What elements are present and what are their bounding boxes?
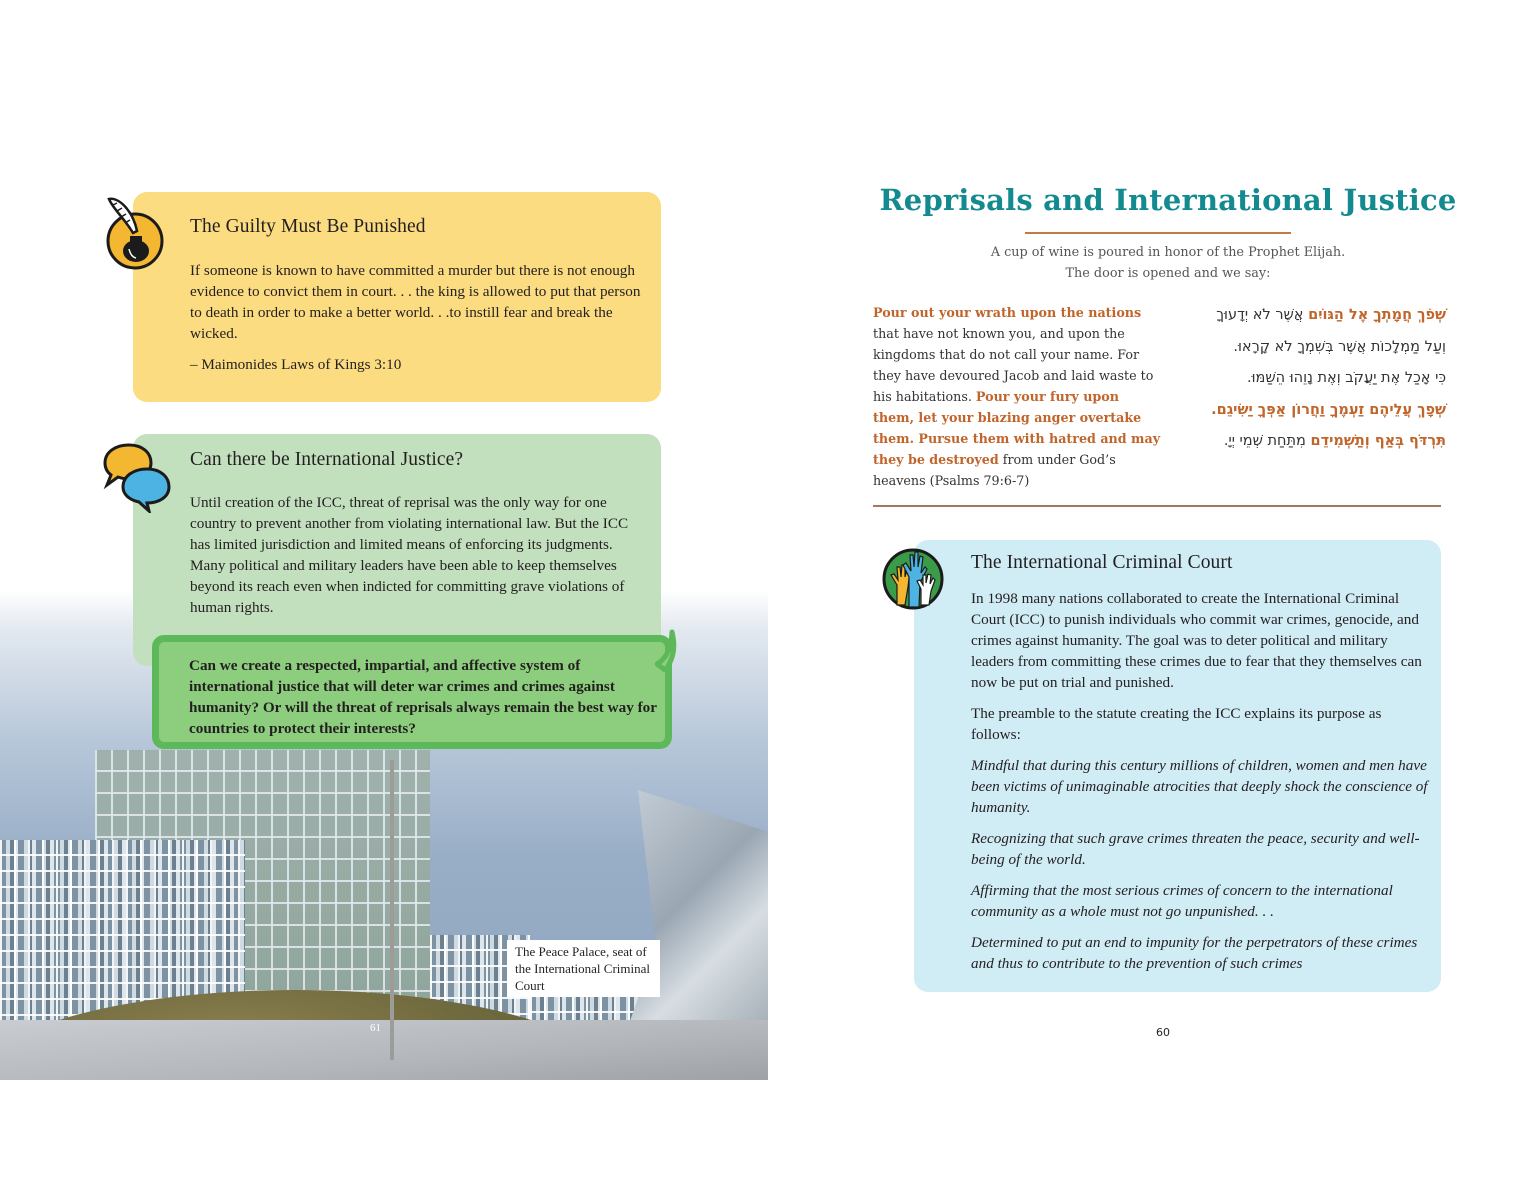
verse-highlight: Pour your fury upon them, let your blazing anger overtake them. Pursue them with hatred and may they be destroyed [873, 389, 1161, 467]
discussion-question-text: Can we create a respected, impartial, and affective system of international justice that will deter war crimes and crimes against humanity? Or will the threat of reprisals always remain the best way for countries to protect their interests? [189, 657, 657, 737]
card-title: Can there be International Justice? [190, 449, 464, 470]
quill-inkwell-icon [103, 195, 165, 271]
preamble-quote: Recognizing that such grave crimes threaten the peace, security and well-being of the world. [971, 830, 1420, 868]
international-justice-card [133, 434, 661, 666]
hebrew-text: אֲשֶׁר לֹא יְדָעוּךָ [1216, 307, 1309, 323]
icc-card [914, 540, 1441, 992]
verse-text: that have not known you, and upon the kingdoms that do not call your name. For they have devoured Jacob and laid waste to his habitations. [873, 326, 1154, 404]
english-verse [873, 302, 1163, 491]
photo-lamp-pole [390, 760, 394, 1060]
page-number-right: 60 [1156, 1026, 1170, 1039]
photo-road [0, 1020, 768, 1080]
hebrew-line-4: שְׁפָךְ עֲלֵיהֶם זַעְמֶךָ וַחֲרוֹן אַפְּךָ יַשִּׂיגֵם. [1211, 401, 1446, 418]
verse-highlight: Pour out your wrath upon the nations [873, 305, 1142, 320]
hebrew-text: מִתַּחַת שְׁמֵי יְיָ. [1223, 433, 1311, 449]
intro-line-2: The door is opened and we say: [1065, 266, 1271, 281]
hebrew-line-5 [1178, 426, 1446, 458]
section-divider [873, 505, 1441, 507]
hebrew-line-2: וְעַל מַמְלָכוֹת אֲשֶׁר בְּשִׁמְךָ לֹא קָרָאוּ. [1233, 338, 1446, 355]
speech-bubbles-icon [99, 441, 173, 513]
photo-caption: The Peace Palace, seat of the International Criminal Court [507, 940, 660, 997]
icc-paragraph-2: The preamble to the statute creating the ICC explains its purpose as follows: [971, 705, 1382, 743]
verse-text: from under God’s heavens (Psalms 79:6-7) [873, 452, 1116, 488]
hebrew-highlight: שְׁפֹךְ חֲמָתְךָ אֶל הַגּוֹיִם [1308, 307, 1446, 323]
card-body: Until creation of the ICC, threat of reprisal was the only way for one country to prevent another from violating international law. But the ICC has limited jurisdiction and limited means of enforcing its judgments. Many political and military leaders have been able to keep themselves beyond its reach even when indicted for committing grave violations of human rights. [190, 494, 629, 616]
page-title: Reprisals and International Justice [879, 183, 1457, 217]
hebrew-verse [1178, 300, 1446, 458]
discussion-question-bubble [152, 635, 672, 749]
intro-text [768, 242, 1536, 284]
icc-paragraph-1: In 1998 many nations collaborated to create the International Criminal Court (ICC) to punish individuals who commit war crimes, genocide, and crimes against humanity. The goal was to deter political and military leaders from committing these crimes due to fear that they themselves can now be put on trial and punished. [971, 590, 1422, 691]
hebrew-highlight: תִּרְדֹּף בְּאַף וְתַשְׁמִידֵם [1310, 433, 1446, 449]
preamble-quote: Determined to put an end to impunity for the perpetrators of these crimes and thus to contribute to the prevention of such crimes [971, 934, 1418, 972]
intro-line-1: A cup of wine is poured in honor of the Prophet Elijah. [990, 245, 1346, 260]
hebrew-line-3: כִּי אָכַל אֶת יַעֲקֹב וְאֶת נָוֵהוּ הֵשַׁמּוּ. [1246, 370, 1446, 386]
raised-hands-icon [881, 547, 945, 611]
guilty-must-be-punished-card [133, 192, 661, 402]
card-body: If someone is known to have committed a murder but there is not enough evidence to convict them in court. . . the king is allowed to put that person to death in order to make a better world. . .to instill fear and break the wicked. [190, 262, 641, 342]
speech-bubble-tail [655, 628, 677, 672]
card-title: The International Criminal Court [971, 552, 1233, 573]
photo-angled-roof [620, 790, 768, 1050]
left-page [0, 0, 768, 1080]
citation: – Maimonides Laws of Kings 3:10 [190, 356, 402, 373]
preamble-quote: Mindful that during this century millions of children, women and men have been victims of unimaginable atrocities that deeply shock the conscience of humanity. [971, 757, 1428, 816]
title-divider [1025, 232, 1291, 234]
card-body [971, 588, 1433, 984]
preamble-quote: Affirming that the most serious crimes of concern to the international community as a whole must not go unpunished. . . [971, 882, 1393, 920]
hebrew-line-1 [1178, 300, 1446, 332]
page-number-left: 61 [370, 1022, 381, 1034]
card-title: The Guilty Must Be Punished [190, 216, 426, 237]
